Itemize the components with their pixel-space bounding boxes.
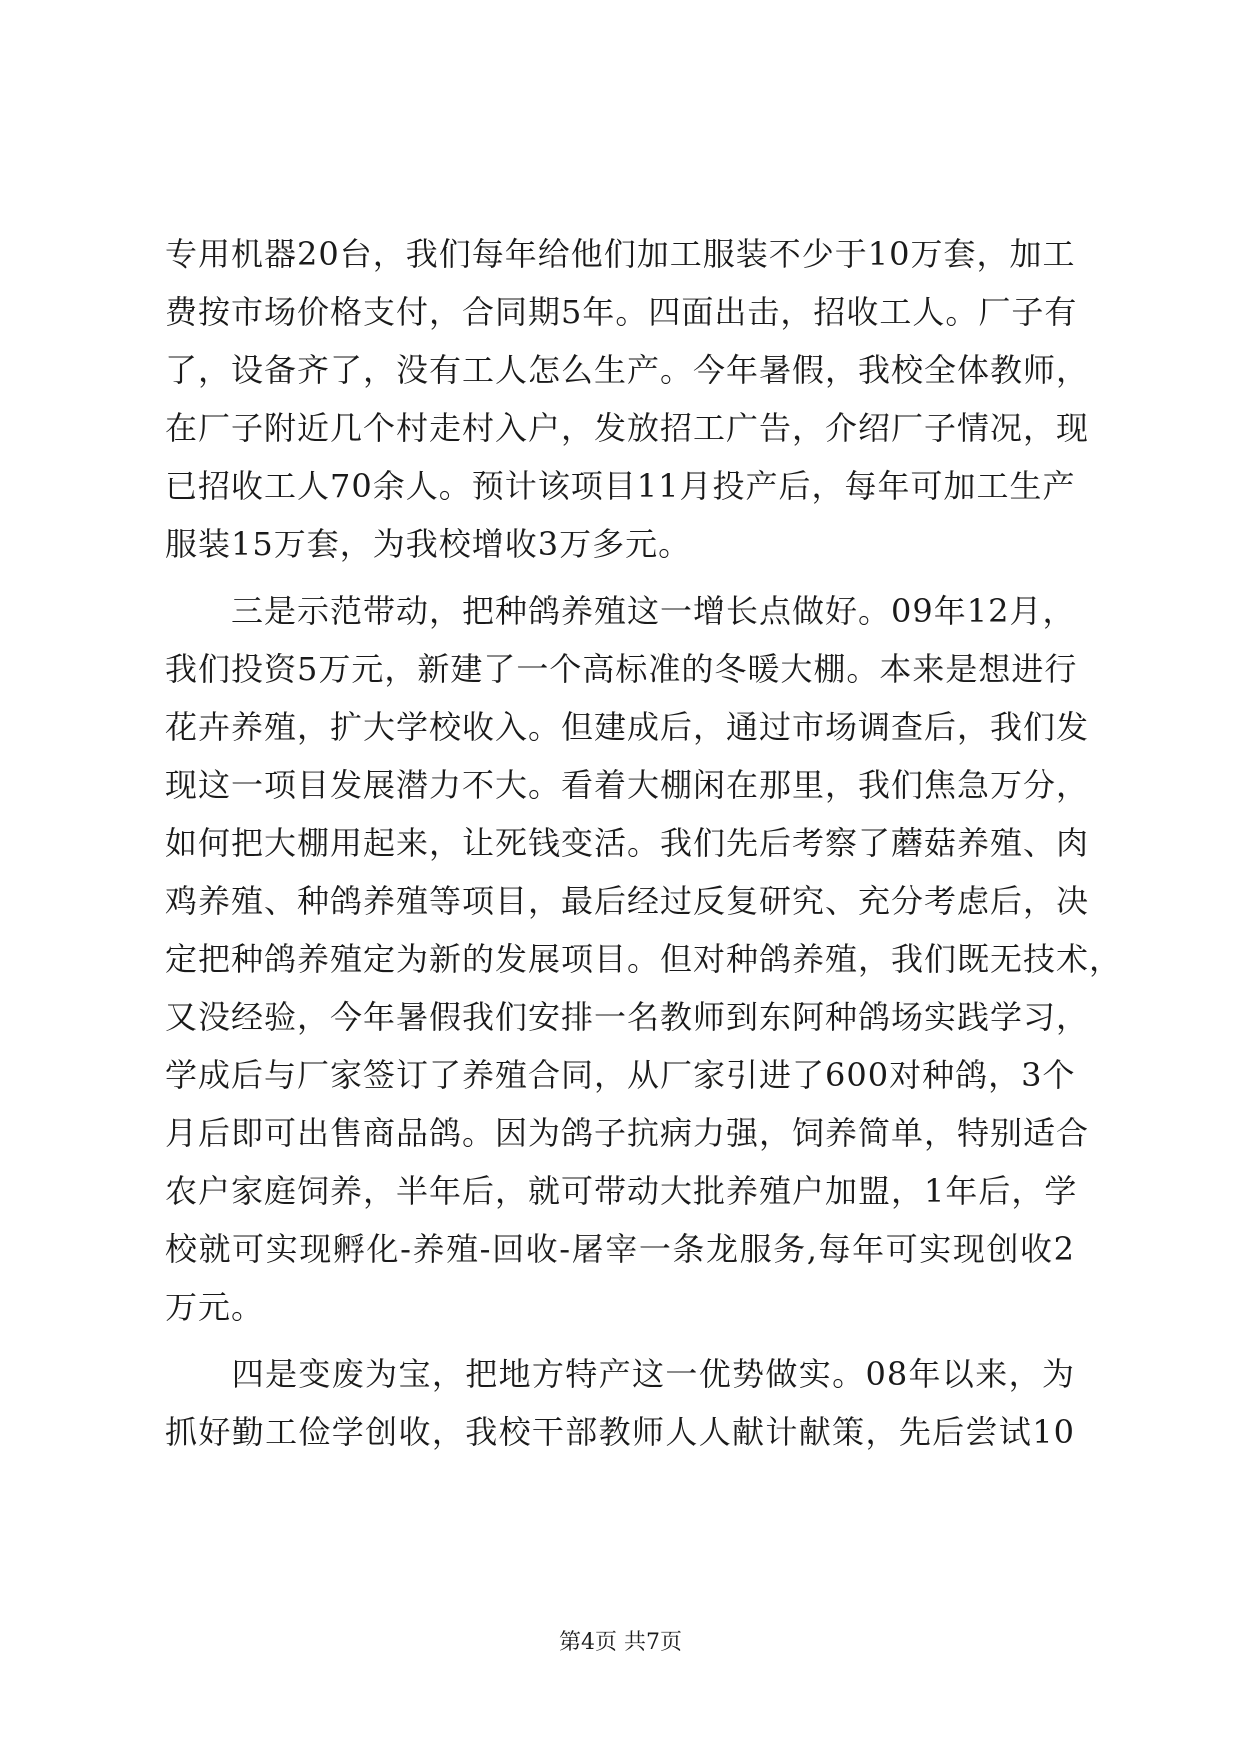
paragraph-2 xyxy=(165,582,1123,1336)
text-line: 月后即可出售商品鸽。因为鸽子抗病力强，饲养简单，特别适合 xyxy=(165,1114,1090,1152)
text-line: 了，设备齐了，没有工人怎么生产。今年暑假，我校全体教师， xyxy=(165,351,1090,389)
text-line: 学成后与厂家签订了养殖合同，从厂家引进了600对种鸽，3个 xyxy=(165,1056,1076,1094)
paragraph-3 xyxy=(165,1345,1075,1461)
text-line: 专用机器20台，我们每年给他们加工服装不少于10万套，加工 xyxy=(165,235,1076,273)
text-line: 服装15万套，为我校增收3万多元。 xyxy=(165,525,692,563)
body-text xyxy=(165,225,1123,1461)
page-number-footer: 第4页 共7页 xyxy=(559,1630,682,1655)
text-line: 费按市场价格支付，合同期5年。四面出击，招收工人。厂子有 xyxy=(165,293,1078,331)
text-line: 现这一项目发展潜力不大。看着大棚闲在那里，我们焦急万分， xyxy=(165,766,1090,804)
text-line: 万元。 xyxy=(165,1288,265,1326)
paragraph-1 xyxy=(165,225,1090,573)
text-line: 花卉养殖，扩大学校收入。但建成后，通过市场调查后，我们发 xyxy=(165,708,1090,746)
text-line: 我们投资5万元，新建了一个高标准的冬暖大棚。本来是想进行 xyxy=(165,650,1078,688)
text-line: 抓好勤工俭学创收，我校干部教师人人献计献策，先后尝试10 xyxy=(165,1413,1075,1451)
text-line: 三是示范带动，把种鸽养殖这一增长点做好。09年12月， xyxy=(165,592,1076,630)
text-line: 在厂子附近几个村走村入户，发放招工广告，介绍厂子情况，现 xyxy=(165,409,1090,447)
text-line: 鸡养殖、种鸽养殖等项目，最后经过反复研究、充分考虑后，决 xyxy=(165,882,1090,920)
text-line: 如何把大棚用起来，让死钱变活。我们先后考察了蘑菇养殖、肉 xyxy=(165,824,1090,862)
text-line: 四是变废为宝，把地方特产这一优势做实。08年以来，为 xyxy=(165,1355,1075,1393)
text-line: 又没经验，今年暑假我们安排一名教师到东阿种鸽场实践学习， xyxy=(165,998,1090,1036)
text-line: 定把种鸽养殖定为新的发展项目。但对种鸽养殖，我们既无技术， xyxy=(165,940,1123,978)
text-line: 农户家庭饲养，半年后，就可带动大批养殖户加盟，1年后，学 xyxy=(165,1172,1078,1210)
text-line: 已招收工人70余人。预计该项目11月投产后，每年可加工生产 xyxy=(165,467,1076,505)
text-line: 校就可实现孵化-养殖-回收-屠宰一条龙服务,每年可实现创收2 xyxy=(165,1230,1075,1268)
